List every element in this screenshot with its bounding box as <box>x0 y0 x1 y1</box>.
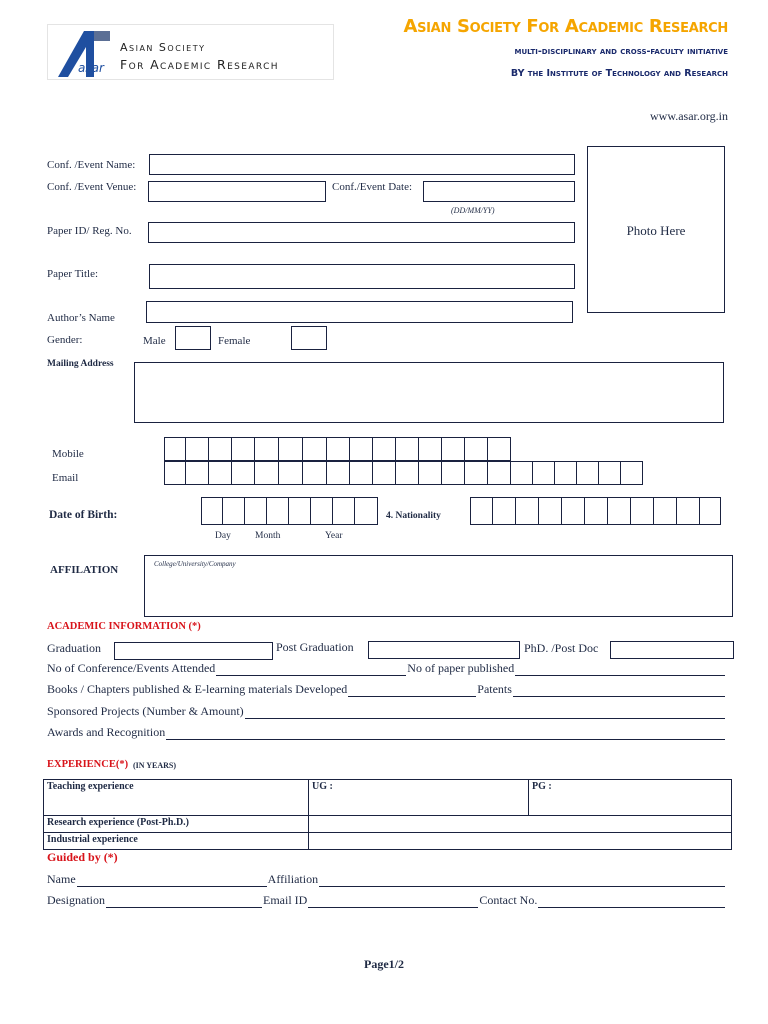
logo-mark: asar <box>78 61 104 75</box>
industrial-label: Industrial experience <box>44 833 309 850</box>
dob-label: Date of Birth: <box>49 509 118 521</box>
books-field[interactable] <box>348 685 476 697</box>
event-venue-label: Conf. /Event Venue: <box>47 181 137 193</box>
guide-email-field[interactable] <box>308 896 478 908</box>
female-label: Female <box>218 335 251 347</box>
industrial-field[interactable] <box>309 833 732 850</box>
page-number: Page1/2 <box>364 957 404 971</box>
post-graduation-label: Post Graduation <box>276 640 354 654</box>
female-checkbox[interactable] <box>291 326 327 350</box>
logo-line2: For Academic Research <box>120 57 279 72</box>
nationality-cells[interactable] <box>470 497 721 525</box>
logo-line1: Asian Society <box>120 41 206 54</box>
books-patents-row <box>47 681 726 697</box>
patents-field[interactable] <box>513 685 725 697</box>
male-label: Male <box>143 335 166 347</box>
dob-cells[interactable] <box>201 497 378 525</box>
teaching-label: Teaching experience <box>44 780 309 816</box>
paper-id-label: Paper ID/ Reg. No. <box>47 225 132 237</box>
author-name-label: Author’s Name <box>47 312 115 324</box>
experience-table <box>43 779 732 850</box>
guide-designation-field[interactable] <box>106 896 262 908</box>
guide-contact-label: Contact No. <box>479 893 538 907</box>
paper-id-field[interactable] <box>148 222 575 243</box>
male-checkbox[interactable] <box>175 326 211 350</box>
guide-affiliation-label: Affiliation <box>267 872 319 886</box>
paper-title-label: Paper Title: <box>47 268 99 280</box>
conferences-field[interactable] <box>216 664 406 676</box>
research-label: Research experience (Post-Ph.D.) <box>44 816 309 833</box>
affiliation-hint: College/University/Company <box>154 560 236 568</box>
photo-box[interactable] <box>587 146 725 313</box>
guide-heading: Guided by (*) <box>47 850 118 864</box>
event-venue-field[interactable] <box>148 181 326 202</box>
event-date-field[interactable] <box>423 181 575 202</box>
phd-field[interactable] <box>610 641 734 659</box>
paper-title-field[interactable] <box>149 264 575 289</box>
byline: BY the Institute of Technology and Research <box>510 68 728 79</box>
post-graduation-field[interactable] <box>368 641 520 659</box>
event-name-field[interactable] <box>149 154 575 175</box>
research-field[interactable] <box>309 816 732 833</box>
guide-name-field[interactable] <box>77 875 267 887</box>
tagline: multi-disciplinary and cross-faculty initiative <box>514 46 728 57</box>
guide-designation-label: Designation <box>47 893 105 907</box>
affiliation-label: AFFILATION <box>50 564 119 576</box>
event-date-label: Conf./Event Date: <box>332 181 413 193</box>
guide-name-row <box>47 871 726 887</box>
ug-label: UG : <box>312 781 333 792</box>
papers-label: No of paper published <box>407 661 515 675</box>
dob-year-label: Year <box>325 531 343 541</box>
graduation-field[interactable] <box>114 642 273 660</box>
gender-label: Gender: <box>47 334 83 346</box>
sponsored-row <box>47 703 726 719</box>
sponsored-field[interactable] <box>245 707 725 719</box>
email-label: Email <box>52 472 79 484</box>
conferences-label: No of Conference/Events Attended <box>47 661 216 675</box>
dob-month-label: Month <box>255 531 281 541</box>
guide-contact-row <box>47 892 726 908</box>
books-label: Books / Chapters published & E-learning materials Developed <box>47 682 348 696</box>
pg-field[interactable] <box>529 780 732 816</box>
website-link[interactable]: www.asar.org.in <box>650 109 728 123</box>
sponsored-label: Sponsored Projects (Number & Amount) <box>47 704 244 718</box>
conference-papers-row <box>47 660 726 676</box>
pg-label: PG : <box>532 781 552 792</box>
author-name-field[interactable] <box>146 301 573 323</box>
mailing-address-label: Mailing Address <box>47 359 114 369</box>
date-format-hint: (DD/MM/YY) <box>451 206 495 215</box>
mobile-label: Mobile <box>52 448 84 460</box>
mailing-address-field[interactable] <box>134 362 724 423</box>
awards-field[interactable] <box>166 728 725 740</box>
academic-heading: ACADEMIC INFORMATION (*) <box>47 621 201 632</box>
guide-contact-field[interactable] <box>538 896 725 908</box>
email-cells[interactable] <box>164 461 643 485</box>
patents-label: Patents <box>477 682 512 696</box>
logo <box>47 24 334 80</box>
phd-label: PhD. /Post Doc <box>524 641 599 655</box>
affiliation-field[interactable] <box>144 555 733 617</box>
mobile-cells[interactable] <box>164 437 511 461</box>
guide-name-label: Name <box>47 872 76 886</box>
guide-affiliation-field[interactable] <box>319 875 725 887</box>
org-title: Asian Society For Academic Research <box>403 16 728 37</box>
nationality-label: 4. Nationality <box>386 511 441 521</box>
dob-day-label: Day <box>215 531 231 541</box>
photo-placeholder-text: Photo Here <box>626 223 686 238</box>
guide-email-label: Email ID <box>263 893 308 907</box>
papers-field[interactable] <box>515 664 725 676</box>
awards-row <box>47 724 726 740</box>
awards-label: Awards and Recognition <box>47 725 166 739</box>
graduation-label: Graduation <box>47 641 101 655</box>
experience-heading: EXPERIENCE(*) <box>47 759 129 770</box>
ug-field[interactable] <box>309 780 529 816</box>
event-name-label: Conf. /Event Name: <box>47 159 136 171</box>
experience-unit: (IN YEARS) <box>133 761 177 770</box>
